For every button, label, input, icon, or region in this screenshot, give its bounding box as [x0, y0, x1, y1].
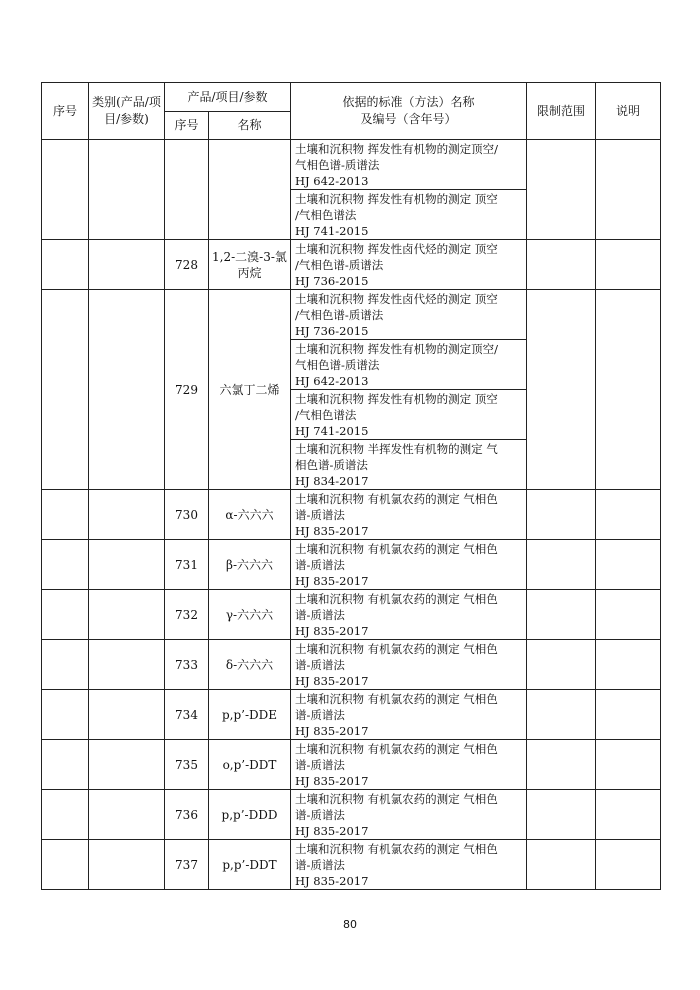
item-name: 1,2-二溴-3-氯丙烷: [209, 240, 291, 290]
table-row: [42, 740, 661, 790]
item-name: δ-六六六: [209, 640, 291, 690]
item-number: 735: [165, 740, 209, 790]
table-row: [42, 540, 661, 590]
standard-cell: 土壤和沉积物 挥发性卤代烃的测定 顶空 /气相色谱-质谱法 HJ 736-2015: [291, 240, 527, 290]
standards-table: [41, 82, 661, 890]
item-name: α-六六六: [209, 490, 291, 540]
table-row: [42, 590, 661, 640]
standard-cell: 土壤和沉积物 有机氯农药的测定 气相色 谱-质谱法 HJ 835-2017: [291, 690, 527, 740]
item-number: 731: [165, 540, 209, 590]
item-name: p,p’-DDE: [209, 690, 291, 740]
table-row: [42, 290, 661, 340]
table-row: [42, 140, 661, 190]
standard-cell: 土壤和沉积物 挥发性有机物的测定 顶空 /气相色谱法 HJ 741-2015: [291, 190, 527, 240]
item-number: 733: [165, 640, 209, 690]
header-sub-name: 名称: [209, 112, 291, 140]
table-row: [42, 640, 661, 690]
standard-cell: 土壤和沉积物 半挥发性有机物的测定 气 相色谱-质谱法 HJ 834-2017: [291, 440, 527, 490]
header-category: 类别(产品/项目/参数): [89, 83, 165, 140]
item-number: 729: [165, 290, 209, 490]
table-row: [42, 690, 661, 740]
standard-cell: 土壤和沉积物 有机氯农药的测定 气相色 谱-质谱法 HJ 835-2017: [291, 640, 527, 690]
standard-cell: 土壤和沉积物 挥发性有机物的测定 顶空 /气相色谱法 HJ 741-2015: [291, 390, 527, 440]
item-name: p,p’-DDD: [209, 790, 291, 840]
standard-cell: 土壤和沉积物 有机氯农药的测定 气相色 谱-质谱法 HJ 835-2017: [291, 540, 527, 590]
standard-cell: 土壤和沉积物 有机氯农药的测定 气相色 谱-质谱法 HJ 835-2017: [291, 490, 527, 540]
standard-cell: 土壤和沉积物 有机氯农药的测定 气相色 谱-质谱法 HJ 835-2017: [291, 740, 527, 790]
item-number: 737: [165, 840, 209, 890]
item-number: 728: [165, 240, 209, 290]
standard-cell: 土壤和沉积物 有机氯农药的测定 气相色 谱-质谱法 HJ 835-2017: [291, 790, 527, 840]
standard-cell: 土壤和沉积物 有机氯农药的测定 气相色 谱-质谱法 HJ 835-2017: [291, 590, 527, 640]
header-product-group: 产品/项目/参数: [165, 83, 291, 112]
header-limit: 限制范围: [527, 83, 596, 140]
item-number: 736: [165, 790, 209, 840]
item-name: o,p’-DDT: [209, 740, 291, 790]
item-name: γ-六六六: [209, 590, 291, 640]
header-sub-seq: 序号: [165, 112, 209, 140]
item-name: 六氯丁二烯: [209, 290, 291, 490]
standard-cell: 土壤和沉积物 挥发性卤代烃的测定 顶空 /气相色谱-质谱法 HJ 736-2015: [291, 290, 527, 340]
header-seq: 序号: [42, 83, 89, 140]
item-name: p,p’-DDT: [209, 840, 291, 890]
table-row: [42, 490, 661, 540]
standard-cell: 土壤和沉积物 有机氯农药的测定 气相色 谱-质谱法 HJ 835-2017: [291, 840, 527, 890]
item-number: 730: [165, 490, 209, 540]
item-number: 732: [165, 590, 209, 640]
table-row: [42, 790, 661, 840]
table-row: [42, 840, 661, 890]
standard-cell: 土壤和沉积物 挥发性有机物的测定顶空/ 气相色谱-质谱法 HJ 642-2013: [291, 340, 527, 390]
header-note: 说明: [596, 83, 661, 140]
item-name: β-六六六: [209, 540, 291, 590]
header-standard: 依据的标准（方法）名称 及编号（含年号）: [291, 83, 527, 140]
item-number: 734: [165, 690, 209, 740]
standard-cell: 土壤和沉积物 挥发性有机物的测定顶空/ 气相色谱-质谱法 HJ 642-2013: [291, 140, 527, 190]
table-row: [42, 240, 661, 290]
page-number: 80: [343, 918, 357, 931]
